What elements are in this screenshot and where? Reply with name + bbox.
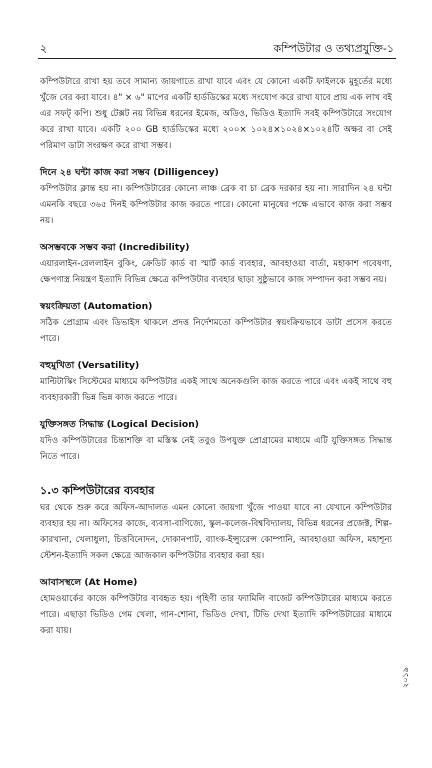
section-body: সঠিক প্রোগ্রাম এবং ডিভাইস থাকলে প্রদত্ত নির্দেশমতো কম্পিউটার স্বয়ংক্রিয়ভাবে ডাটা প্রসেস করতে পারে। (40, 318, 392, 344)
section-heading: যুক্তিসঙ্গত সিদ্ধান্ত (Logical Decision) (40, 419, 199, 430)
section-diligence (40, 166, 392, 229)
page-number: ২ (40, 42, 48, 55)
section-automation (40, 300, 392, 347)
chapter-heading: ১.৩ কম্পিউটারের ব্যবহার (40, 484, 155, 497)
header-rule (38, 58, 396, 59)
section-heading: আবাসস্থলে (At Home) (40, 577, 138, 588)
running-header (40, 40, 394, 56)
section-body: যদিও কম্পিউটারের চিন্তাশক্তি বা মস্তিস্ক নেই তবুও উপযুক্ত প্রোগ্রামের মাধ্যমে এটি যুক্তিসঙ্গত সিদ্ধান্ত নিতে পারে। (40, 436, 392, 462)
section-body: কম্পিউটার ক্লান্ত হয় না। কম্পিউটারের কোনো লাঞ্চ ব্রেক বা চা ব্রেক দরকার হয় না। সারাদিন ২৪ ঘন্টা এমনকি বছরে ৩৬৫ দিনই কম্পিউটার কাজ করতে পারে। কোনো মানুষের পক্ষে এভাবে কাজ করা সম্ভব নয়। (40, 184, 392, 226)
section-at-home (40, 576, 392, 639)
section-heading: দিনে ২৪ ঘন্টা কাজ করা সম্ভব (Dilligencey) (40, 167, 219, 178)
running-title: কম্পিউটার ও তথ্যপ্রযুক্তি-১ (273, 42, 394, 55)
intro-paragraph: কম্পিউটারে রাখা হয় তবে সামান্য জায়গাতে রাখা যাবে এবং যে কোনো একটি ফাইলকে মুহূর্তের মধ্যে খুঁজে বের করা যাবে। ৪" × ৬" মাপের একটি হার্ডডিস্কের মধ্যে সংযোগ করে রাখা যাবে প্রায় এক লাখ বই এর সফট্ কপি। শুধু টেক্সট নয় বিভিন্ন ধরনের ইমেজ, অডিও, ভিডিও ইত্যাদি সবই কম্পিউটারে সংযোগ করে রাখা যাবে। একটি ২০০ GB হার্ডডিস্কের মধ্যে ২০০× ১০২৪×১০২৪×১০২৪টি অক্ষর বা সেই পরিমাণ ডাটা সংরক্ষণ করে রাখা সম্ভব। (40, 77, 392, 151)
section-body: এয়ারলাইন-রেললাইন বুকিং, ক্রেডিট কার্ড বা স্মার্ট কার্ড ব্যবহার, আবহাওয়া বার্তা, মহাকাশ গবেষণা, ক্ষেপণাস্ত্র নিয়ন্ত্রণ ইত্যাদি বিভিন্ন ক্ষেত্রে কম্পিউটার ব্যবহার ছাড়া সুষ্ঠুভাবে কাজ সম্পাদন করা সম্ভব নয়। (40, 259, 392, 285)
section-body: হোমওয়ার্কের কাজে কম্পিউটার ব্যবহৃত হয়। গৃহিণী তার ফ্যামিলি বাজেট কম্পিউটারের মাধ্যমে করতে পারে। এছাড়া ভিডিও গেম খেলা, গান-শোনা, ভিডিও দেখা, টিভি দেখা ইত্যাদি কম্পিউটারের মাধ্যমে করা যায়। (40, 594, 392, 636)
section-versatility (40, 359, 392, 406)
section-body: মাল্টিটাস্কিং সিস্টেমের মাধ্যমে কম্পিউটার একই সাথে অনেকগুলি কাজ করতে পারে এবং একই সাথে বহু ব্যবহারকারী ভিন্ন ভিন্ন কাজ করতে পারে। (40, 377, 392, 403)
chapter-computer-use (40, 483, 392, 564)
section-incredibility (40, 241, 392, 288)
side-marker: ২০১৯ (401, 667, 410, 689)
section-heading: বহুমুখিতা (Versatility) (40, 360, 140, 371)
page-content (40, 74, 392, 639)
chapter-body: ঘর থেকে শুরু করে অফিস-আদালত এমন কোনো জায়গা খুঁজে পাওয়া যাবে না যেখানে কম্পিউটার ব্যবহার হয় না। অফিসের কাজে, ব্যবসা-বাণিজ্যে, স্কুল-কলেজ-বিশ্ববিদ্যালয়, বিভিন্ন ধরনের প্রজেক্ট, শিল্প-কারখানা, খেলাধুলা, চিত্তবিনোদন, দোকানপাট, ব্যাংক-ইন্স্যুরেন্স কোম্পানি, আবহাওয়া অফিস, মহাশূন্য স্টেশন-ইত্যাদি সকল ক্ষেত্রে আজকাল কম্পিউটার ব্যবহার করা হয়। (40, 503, 392, 561)
section-logical-decision (40, 418, 392, 465)
section-heading: অসম্ভবকে সম্ভব করা (Incredibility) (40, 242, 190, 253)
section-heading: স্বয়ংক্রিয়তা (Automation) (40, 301, 153, 312)
